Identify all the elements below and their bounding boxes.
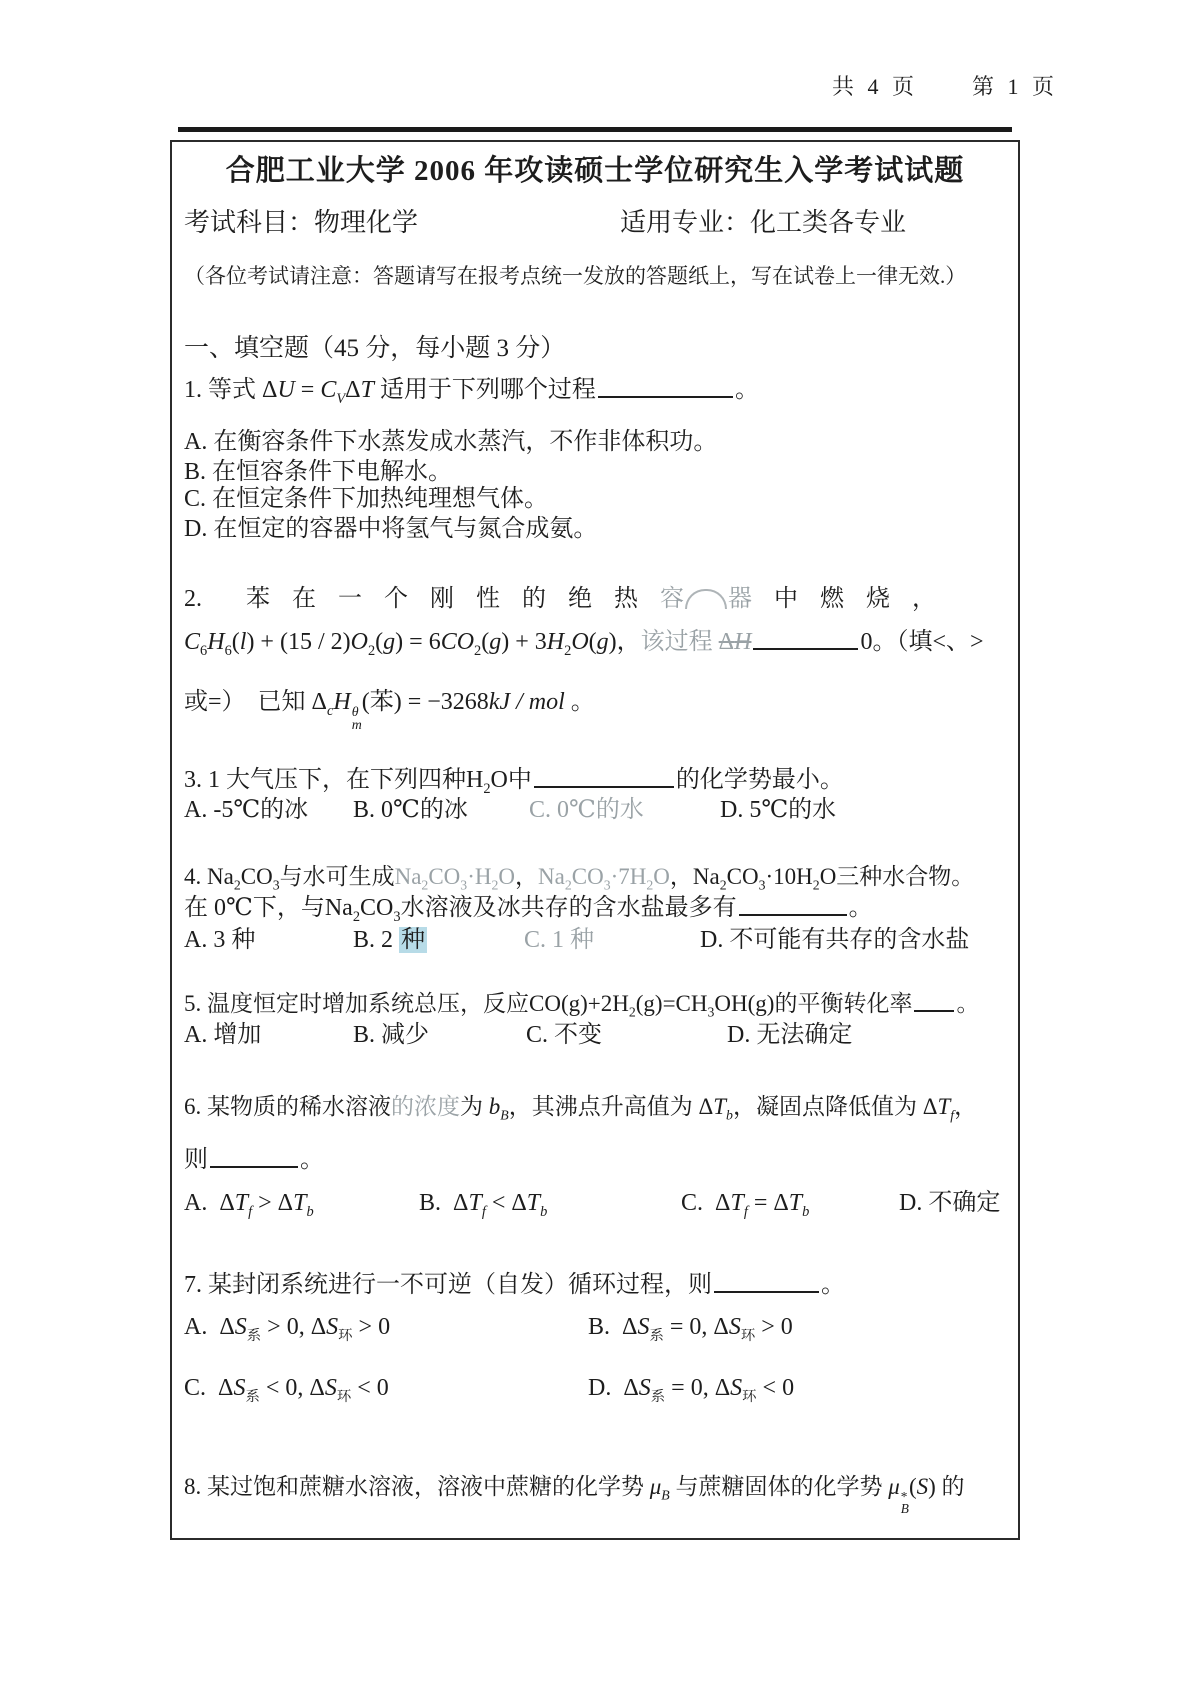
- question-3-option-b: B. 0℃的冰: [353, 797, 468, 823]
- exam-notice: （各位考试请注意：答题请写在报考点统一发放的答题纸上，写在试卷上一律无效.）: [184, 264, 967, 288]
- question-1-option-a: A. 在衡容条件下水蒸发成水蒸汽，不作非体积功。: [184, 429, 718, 455]
- question-3-options-row: [184, 795, 1008, 825]
- question-6-stem-line2: 则 。: [184, 1147, 324, 1173]
- question-7-option-c: C. $\Delta S_系 < 0$, $\Delta S_环 < 0$: [184, 1375, 389, 1405]
- page-header: [832, 70, 1058, 101]
- total-pages-label: 共 4 页: [832, 74, 919, 99]
- question-1-option-d: D. 在恒定的容器中将氢气与氮合成氨。: [184, 516, 598, 542]
- question-6-option-c: C. $\Delta T_f = \Delta T_b$: [681, 1190, 810, 1220]
- page-number-label: 第 1 页: [972, 74, 1059, 99]
- question-3-stem: 3. 1 大气压下，在下列四种$H_2O$中 的化学势最小。: [184, 767, 844, 797]
- question-7-stem: 7. 某封闭系统进行一不可逆（自发）循环过程，则 。: [184, 1272, 845, 1298]
- question-4-option-a: A. 3 种: [184, 927, 256, 953]
- question-4-stem-line1: 4. $Na_2CO_3$与水可生成$Na_2CO_3\cdot H_2O$，$Na_2CO_3\cdot 7H_2O$，$Na_2CO_3\cdot 10H_2O$三种水合物。: [184, 864, 975, 893]
- question-5-options-row: [184, 1020, 1008, 1050]
- question-7-options-row-1: [184, 1312, 1008, 1342]
- question-5-option-b: B. 减少: [353, 1022, 430, 1048]
- question-6-option-b: B. $\Delta T_f < \Delta T_b$: [419, 1190, 548, 1220]
- question-4-options-row: [184, 925, 1008, 955]
- question-2-equation-line: $C_6H_6(l) + (15 / 2)O_2(g) = 6CO_2(g) + 3H_2O(g)$，该过程 ΔH 0。（填<、>: [184, 629, 984, 659]
- question-7-options-row-2: [184, 1373, 1008, 1403]
- question-5-option-d: D. 无法确定: [727, 1022, 853, 1048]
- question-4-stem-line2: 在 0℃下，与$Na_2CO_3$水溶液及冰共存的含水盐最多有 。: [184, 895, 873, 925]
- question-5-option-a: A. 增加: [184, 1022, 262, 1048]
- question-4-option-d: D. 不可能有共存的含水盐: [700, 927, 970, 953]
- subject-label: 考试科目：物理化学: [184, 208, 419, 237]
- question-3-option-a: A. -5℃的冰: [184, 797, 309, 823]
- question-2-given-line: 或=） 已知 $\Delta_cH$ θ m (苯) = −3268kJ / mol 。: [184, 689, 595, 734]
- top-rule-divider: [178, 127, 1012, 132]
- question-3-option-d: D. 5℃的水: [720, 797, 837, 823]
- question-7-option-a: A. $\Delta S_系 > 0$, $\Delta S_环 > 0$: [184, 1314, 391, 1344]
- question-6-options-row: [184, 1188, 1008, 1218]
- question-6-option-d: D. 不确定: [899, 1190, 1001, 1216]
- question-2-stem-line1: 2. 苯 在 一 个 刚 性 的 绝 热 容 器 中 燃 烧 ，: [184, 586, 936, 612]
- question-3-option-c: C. 0℃的水: [529, 797, 644, 823]
- question-4-option-c: C. 1 种: [524, 927, 595, 953]
- question-5-option-c: C. 不变: [526, 1022, 603, 1048]
- section-heading: 一、填空题（45 分，每小题 3 分）: [184, 335, 566, 362]
- question-7-option-b: B. $\Delta S_系 = 0$, $\Delta S_环 > 0$: [588, 1314, 793, 1344]
- question-6-option-a: A. $\Delta T_f > \Delta T_b$: [184, 1190, 314, 1220]
- question-5-stem: 5. 温度恒定时增加系统总压，反应$CO(g)+2H_2(g)=CH_3OH(g)$的平衡转化率 。: [184, 991, 980, 1020]
- question-6-stem-line1: 6. 某物质的稀水溶液的浓度为 $b_B$，其沸点升高值为 $\Delta T_b$，凝固点降低值为 $\Delta T_f$，: [184, 1094, 978, 1123]
- question-8-stem: 8. 某过饱和蔗糖水溶液，溶液中蔗糖的化学势 $\mu_B$ 与蔗糖固体的化学势 μ * B (S) 的: [184, 1474, 965, 1517]
- question-7-option-d: D. $\Delta S_系 = 0$, $\Delta S_环 < 0$: [588, 1375, 795, 1405]
- question-1-stem: 1. 等式 $\Delta U = C_V\Delta T$ 适用于下列哪个过程 。: [184, 377, 759, 407]
- question-1-option-b: B. 在恒容条件下电解水。: [184, 459, 453, 485]
- question-4-option-b: B. 2 种: [353, 927, 426, 953]
- exam-title: 合肥工业大学 2006 年攻读硕士学位研究生入学考试试题: [225, 155, 965, 187]
- major-label: 适用专业：化工类各专业: [620, 208, 907, 237]
- subject-major-row: [184, 208, 1008, 238]
- exam-sheet: [170, 140, 1020, 1540]
- question-1-option-c: C. 在恒定条件下加热纯理想气体。: [184, 486, 549, 512]
